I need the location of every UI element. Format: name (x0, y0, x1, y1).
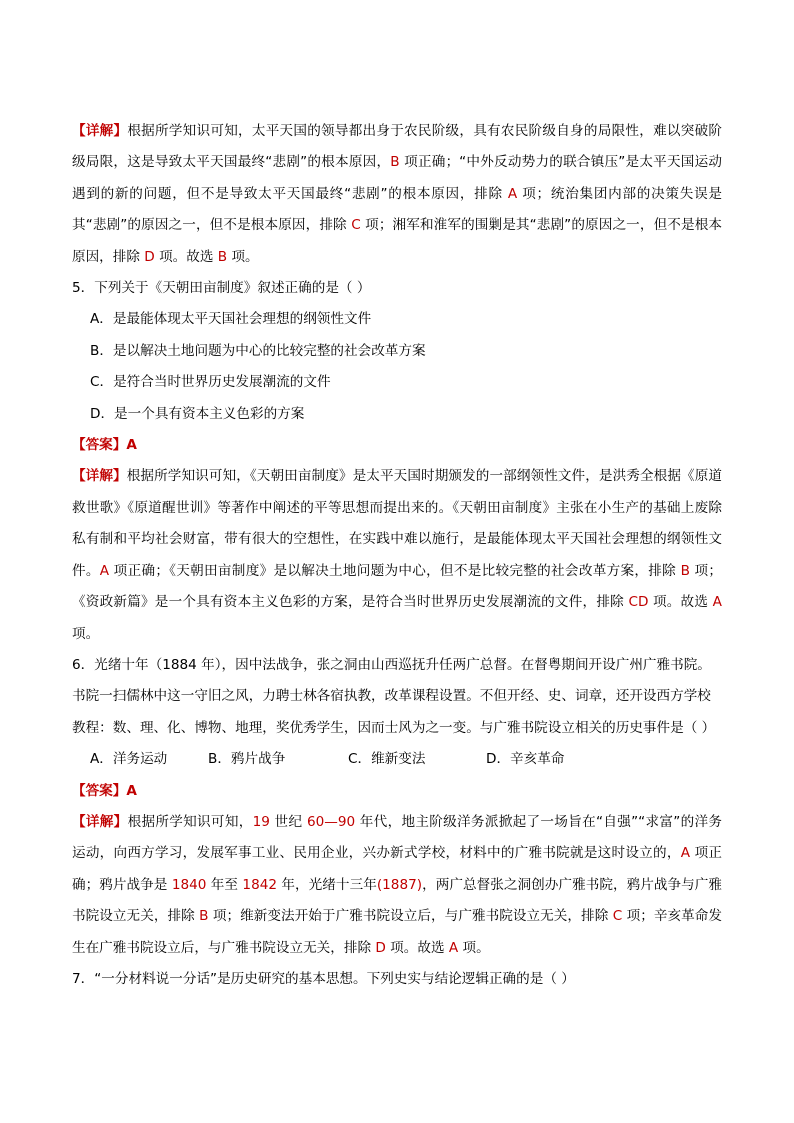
detail-tag: 【详解】 (72, 123, 128, 139)
question-6-options (72, 744, 722, 775)
question-5-option-c: C．是符合当时世界历史发展潮流的文件 (90, 374, 331, 391)
question-7-stem: 7．“一分材料说一分话”是历史研究的基本思想。下列史实与结论逻辑正确的是（ ） (72, 970, 575, 987)
question-5-option-d: D．是一个具有资本主义色彩的方案 (90, 405, 305, 422)
document-page (72, 116, 722, 995)
question-6-option-c: C．维新变法 (348, 751, 426, 768)
question-5-detail: 【详解】根据所学知识可知，《天朝田亩制度》是太平天国时期颁发的一部纲领性文件，是洪秀全根据《原道救世歌》《原道醒世训》等著作中阐述的平等思想而提出来的。《天朝田亩制度》主张在小生产的基础上废除私有制和平均社会财富，带有很大的空想性，在实践中难以施行，是最能体现太平天国社会理想的纲领性文件。A 项正确；《天朝田亩制度》是以解决土地问题为中心，但不是比较完整的社会改革方案，排除 B 项；《资政新篇》是一个具有资本主义色彩的方案，是符合当时世界历史发展潮流的文件，排除 CD 项。故选 A 项。 (72, 468, 723, 642)
detail-paragraph-q4: 【详解】根据所学知识可知，太平天国的领导都出身于农民阶级，具有农民阶级自身的局限性，难以突破阶级局限，这是导致太平天国最终“悲剧”的根本原因，B 项正确；“中外反动势力的联合镇压”是太平天国运动遇到的新的问题，但不是导致太平天国最终“悲剧”的根本原因，排除 A 项；统治集团内部的决策失误是其“悲剧”的原因之一，但不是根本原因，排除 C 项；湘军和淮军的围剿是其“悲剧”的原因之一，但不是根本原因，排除 D 项。故选 B 项。 (72, 123, 723, 265)
question-6-detail: 【详解】根据所学知识可知，19 世纪 60—90 年代，地主阶级洋务派掀起了一场旨在“自强”“求富”的洋务运动，向西方学习，发展军事工业、民用企业，兴办新式学校，材料中的广雅书院就是这时设立的，A 项正确；鸦片战争是 1840 年至 1842 年，光绪十三年(1887)，两广总督张之洞创办广雅书院，鸦片战争与广雅书院设立无关，排除 B 项；维新变法开始于广雅书院设立后，与广雅书院设立无关，排除 C 项；辛亥革命发生在广雅书院设立后，与广雅书院设立无关，排除 D 项。故选 A 项。 (72, 813, 723, 956)
question-6-option-b: B．鸦片战争 (208, 751, 286, 768)
question-5-option-b: B．是以解决土地问题为中心的比较完整的社会改革方案 (90, 342, 426, 359)
question-5-answer: 【答案】A (72, 437, 137, 454)
question-5-option-a: A．是最能体现太平天国社会理想的纲领性文件 (90, 311, 372, 328)
question-5-stem: 5．下列关于《天朝田亩制度》叙述正确的是（ ） (72, 280, 371, 297)
question-6-stem: 6．光绪十年（1884 年），因中法战争，张之洞由山西巡抚升任两广总督。在督粤期间开设广州广雅书院。书院一扫儒林中这一守旧之风，力聘士林各宿执教，改革课程设置。不但开经、史、词章，还开设西方学校教程：数、理、化、博物、地理，奖优秀学生，因而士风为之一变。与广雅书院设立相关的历史事件是（ ） (72, 656, 716, 736)
question-6-option-a: A．洋务运动 (90, 751, 168, 768)
question-6-answer: 【答案】A (72, 782, 137, 799)
question-6-option-d: D．辛亥革命 (486, 751, 565, 768)
